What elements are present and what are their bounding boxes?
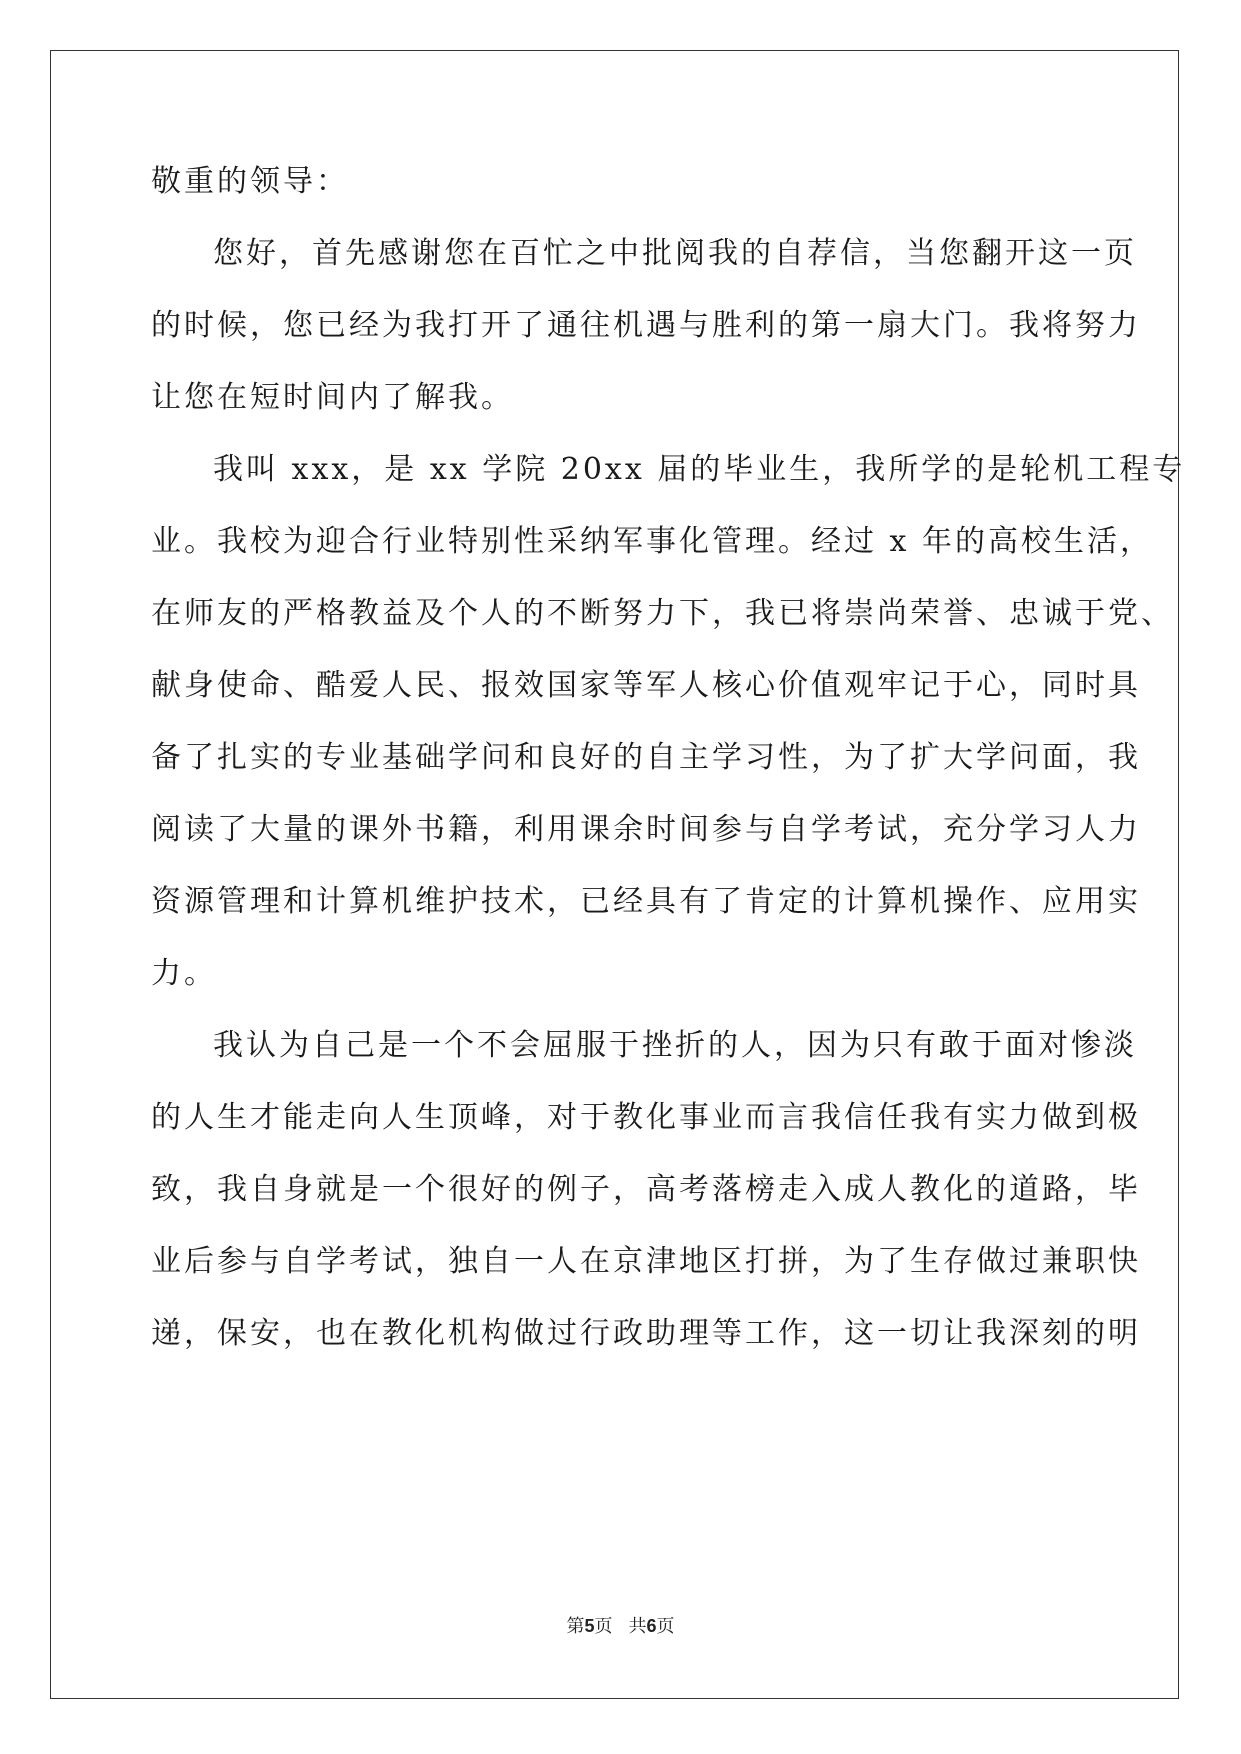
paragraph-line: 的时候，您已经为我打开了通往机遇与胜利的第一扇大门。我将努力: [151, 308, 1141, 343]
paragraph-line: 在师友的严格教益及个人的不断努力下，我已将崇尚荣誉、忠诚于党、: [151, 596, 1174, 631]
current-page-number: 5: [584, 1616, 595, 1636]
paragraph-line: 我叫 xxx，是 xx 学院 20xx 届的毕业生，我所学的是轮机工程专: [213, 452, 1186, 487]
paragraph-line: 献身使命、酷爱人民、报效国家等军人核心价值观牢记于心，同时具: [151, 668, 1141, 703]
paragraph-line: 致，我自身就是一个很好的例子，高考落榜走入成人教化的道路，毕: [151, 1172, 1141, 1207]
salutation: 敬重的领导：: [151, 164, 349, 199]
paragraph-line: 我认为自己是一个不会屈服于挫折的人，因为只有敢于面对惨淡: [213, 1028, 1137, 1063]
total-label-prefix: 共: [628, 1616, 647, 1637]
paragraph-line: 阅读了大量的课外书籍，利用课余时间参与自学考试，充分学习人力: [151, 812, 1141, 847]
paragraph-line: 递，保安，也在教化机构做过行政助理等工作，这一切让我深刻的明: [151, 1316, 1141, 1351]
page-label-suffix: 页: [594, 1616, 613, 1637]
page-label-prefix: 第: [566, 1616, 585, 1637]
total-label-suffix: 页: [656, 1616, 675, 1637]
paragraph-line: 力。: [151, 956, 217, 991]
paragraph-line: 业后参与自学考试，独自一人在京津地区打拼，为了生存做过兼职快: [151, 1244, 1141, 1279]
paragraph-line: 备了扎实的专业基础学问和良好的自主学习性，为了扩大学问面，我: [151, 740, 1141, 775]
paragraph-line: 资源管理和计算机维护技术，已经具有了肯定的计算机操作、应用实: [151, 884, 1141, 919]
page-border: [50, 50, 1179, 1699]
paragraph-line: 让您在短时间内了解我。: [151, 380, 514, 415]
paragraph-line: 的人生才能走向人生顶峰，对于教化事业而言我信任我有实力做到极: [151, 1100, 1141, 1135]
total-page-number: 6: [646, 1616, 657, 1636]
paragraph-line: 业。我校为迎合行业特别性采纳军事化管理。经过 x 年的高校生活，: [151, 524, 1153, 559]
paragraph-line: 您好，首先感谢您在百忙之中批阅我的自荐信，当您翻开这一页: [213, 236, 1137, 271]
page-footer: [0, 1615, 1241, 1638]
